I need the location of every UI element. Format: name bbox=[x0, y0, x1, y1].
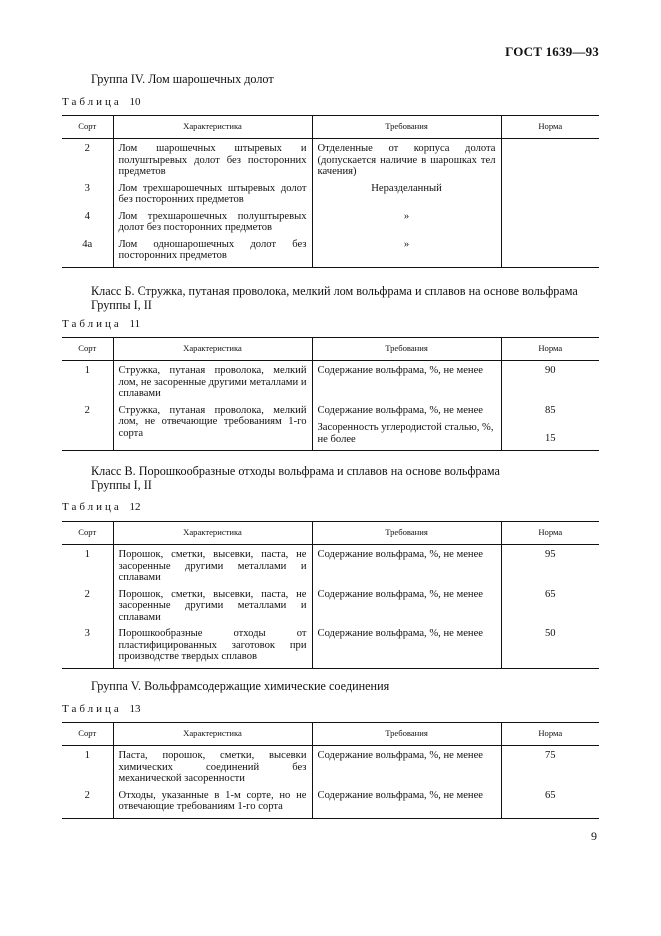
table-label: Таблица 12 bbox=[62, 501, 141, 513]
grade-cell: 1 bbox=[84, 549, 90, 560]
grade-cell: 2 bbox=[84, 588, 90, 600]
requirement-cell: Содержание вольфрама, %, не менее bbox=[312, 746, 501, 790]
grade-cell: 2 bbox=[62, 790, 113, 819]
page-number: 9 bbox=[591, 829, 597, 843]
table-row bbox=[62, 746, 599, 790]
col-header-norm: Норма bbox=[501, 723, 599, 746]
col-header-characteristic: Характеристика bbox=[113, 522, 312, 545]
table-row bbox=[62, 790, 599, 819]
col-header-requirements: Требования bbox=[312, 338, 501, 361]
col-header-grade: Сорт bbox=[62, 723, 113, 746]
table-row bbox=[62, 361, 599, 405]
grade-cell: 3 bbox=[62, 628, 113, 668]
table-label: Таблица 11 bbox=[62, 318, 141, 330]
norm-cell: 95 bbox=[501, 545, 599, 589]
grade-cell: 4 bbox=[84, 210, 90, 222]
table-row bbox=[62, 239, 599, 268]
norm-cell: 50 bbox=[501, 628, 599, 668]
characteristic-cell: Паста, порошок, сметки, высевки химических соединений без механической засоренности bbox=[113, 746, 312, 790]
requirement-cell: Отделенные от корпуса долота (допускается наличие в шарошках тел качения) bbox=[312, 139, 501, 183]
section-heading: Группа IV. Лом шарошечных долот bbox=[91, 72, 274, 86]
requirement-cell: Содержание вольфрама, %, не менее bbox=[312, 628, 501, 668]
table-label: Таблица 10 bbox=[62, 96, 141, 108]
col-header-norm: Норма bbox=[501, 116, 599, 139]
requirement-text-secondary: Засоренность углеродистой сталью, %, не более bbox=[317, 422, 494, 445]
grade-cell: 2 bbox=[62, 405, 113, 451]
col-header-grade: Сорт bbox=[62, 522, 113, 545]
characteristic-cell: Стружка, путаная проволока, мелкий лом, не отвечающие требованиям 1-го сорта bbox=[113, 405, 312, 451]
characteristic-cell: Порошкообразные отходы от пластифицированных заготовок при производстве твердых сплавов bbox=[113, 628, 312, 668]
section-heading: Группа V. Вольфрамсодержащие химические соединения bbox=[91, 679, 390, 693]
norm-cell bbox=[501, 405, 599, 451]
norm-value-secondary: 15 bbox=[544, 433, 556, 444]
section-heading: Класс Б. Стружка, путаная проволока, мелкий лом вольфрама и сплавов на основе вольфрама Группы I, II bbox=[91, 284, 578, 312]
col-header-requirements: Требования bbox=[312, 116, 501, 139]
standard-number: ГОСТ 1639—93 bbox=[505, 44, 599, 59]
grade-cell: 4а bbox=[62, 239, 113, 268]
characteristic-cell: Лом трехшарошечных полуштыревых долот без посторонних предметов bbox=[113, 211, 312, 239]
table-row bbox=[62, 183, 599, 211]
grade-cell: 1 bbox=[84, 750, 90, 761]
table-row bbox=[62, 211, 599, 239]
norm-value: 85 bbox=[544, 404, 556, 416]
grade-cell: 1 bbox=[84, 365, 90, 376]
requirement-text: Содержание вольфрама, %, не менее bbox=[317, 404, 483, 416]
norm-cell bbox=[501, 239, 599, 268]
table-12 bbox=[62, 521, 599, 669]
characteristic-cell: Лом трехшарошечных штыревых долот без посторонних предметов bbox=[113, 183, 312, 211]
characteristic-cell: Порошок, сметки, высевки, паста, не засоренные другими металлами и сплавами bbox=[113, 589, 312, 629]
requirement-cell: Содержание вольфрама, %, не менее bbox=[312, 790, 501, 819]
requirement-cell: Содержание вольфрама, %, не менее bbox=[312, 545, 501, 589]
norm-cell: 65 bbox=[501, 589, 599, 629]
requirement-cell: » bbox=[312, 239, 501, 268]
table-11 bbox=[62, 337, 599, 451]
requirement-cell: Содержание вольфрама, %, не менее bbox=[312, 589, 501, 629]
table-row bbox=[62, 139, 599, 183]
norm-cell: 75 bbox=[501, 746, 599, 790]
section-heading: Класс В. Порошкообразные отходы вольфрама и сплавов на основе вольфрама Группы I, II bbox=[91, 464, 500, 492]
norm-cell bbox=[501, 183, 599, 211]
characteristic-cell: Отходы, указанные в 1-м сорте, но не отвечающие требованиям 1-го сорта bbox=[113, 790, 312, 819]
characteristic-cell: Лом шарошечных штыревых и полуштыревых долот без посторонних предметов bbox=[113, 139, 312, 183]
requirement-cell: Содержание вольфрама, %, не менее bbox=[312, 361, 501, 405]
col-header-characteristic: Характеристика bbox=[113, 116, 312, 139]
table-row bbox=[62, 589, 599, 629]
table-row bbox=[62, 405, 599, 451]
grade-cell: 3 bbox=[84, 182, 90, 194]
norm-cell: 65 bbox=[501, 790, 599, 819]
table-10 bbox=[62, 115, 599, 268]
col-header-norm: Норма bbox=[501, 522, 599, 545]
characteristic-cell: Лом одношарошечных долот без посторонних предметов bbox=[113, 239, 312, 268]
requirement-cell: » bbox=[312, 211, 501, 239]
col-header-characteristic: Характеристика bbox=[113, 338, 312, 361]
grade-cell: 2 bbox=[84, 143, 90, 154]
table-label: Таблица 13 bbox=[62, 703, 141, 715]
norm-cell: 90 bbox=[501, 361, 599, 405]
col-header-norm: Норма bbox=[501, 338, 599, 361]
table-13 bbox=[62, 722, 599, 819]
requirement-cell bbox=[312, 405, 501, 451]
norm-cell bbox=[501, 211, 599, 239]
characteristic-cell: Стружка, путаная проволока, мелкий лом, не засоренные другими металлами и сплавами bbox=[113, 361, 312, 405]
table-row bbox=[62, 545, 599, 589]
col-header-grade: Сорт bbox=[62, 338, 113, 361]
requirement-cell: Неразделанный bbox=[312, 183, 501, 211]
col-header-grade: Сорт bbox=[62, 116, 113, 139]
col-header-requirements: Требования bbox=[312, 723, 501, 746]
characteristic-cell: Порошок, сметки, высевки, паста, не засоренные другими металлами и сплавами bbox=[113, 545, 312, 589]
norm-cell bbox=[501, 139, 599, 183]
table-row bbox=[62, 628, 599, 668]
col-header-requirements: Требования bbox=[312, 522, 501, 545]
col-header-characteristic: Характеристика bbox=[113, 723, 312, 746]
